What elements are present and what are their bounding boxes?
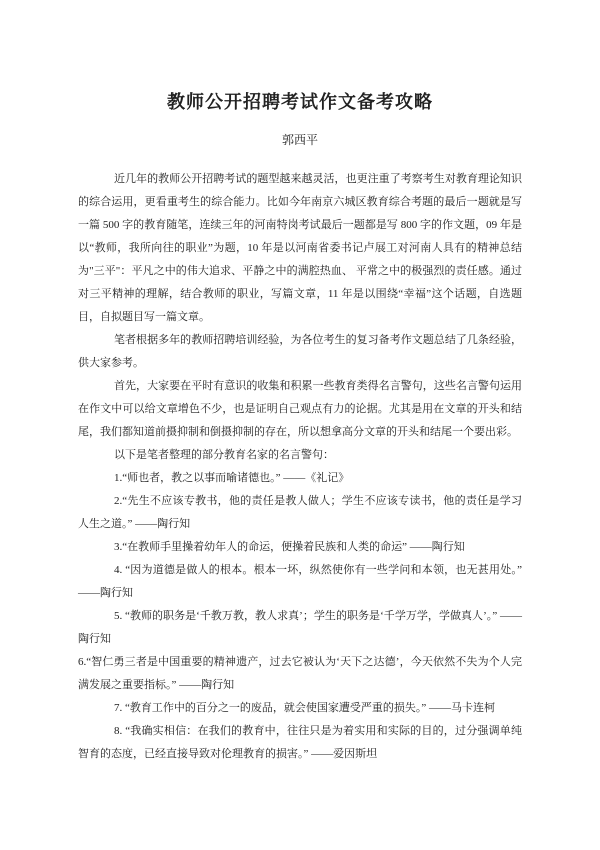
quote-8: 8. “我确实相信：在我们的教育中，往往只是为着实用和实际的目的，过分强调单纯智育的态度，已经直接导致对伦理教育的损害。” ——爱因斯坦: [78, 725, 522, 760]
paragraph-experience: 笔者根据多年的教师招聘培训经验，为各位考生的复习备考作文题总结了几条经验，供大家参考。: [78, 334, 522, 369]
quote-6: 6.“智仁勇三者是中国重要的精神遗产，过去它被认为‘天下之达德’，今天依然不失为个人完满发展之重要指标。” ——陶行知: [78, 656, 522, 691]
quote-7: 7. “教育工作中的百分之一的废品，就会使国家遭受严重的损失。” ——马卡连柯: [114, 702, 496, 714]
quote-4: 4. “因为道德是做人的根本。根本一坏，纵然使你有一些学问和本领，也无甚用处。” ——陶行知: [78, 564, 522, 599]
quote-3: 3.“在教师手里操着幼年人的命运，便操着民族和人类的命运” ——陶行知: [114, 541, 465, 553]
paragraph-intro: 近几年的教师公开招聘考试的题型越来越灵活，也更注重了考察考生对教育理论知识的综合运用，更看重考生的综合能力。比如今年南京六城区教育综合考题的最后一题就是写一篇 500 字的教育随笔，连续三年的河南特岗考试最后一题都是写 800 字的作文题，09 年是以“教师，我所向往的职业”为题，10 年是以河南省委书记卢展工对河南人具有的精神总结为"三平"：平凡之中的伟大追求、平静之中的满腔热血、 平常之中的极强烈的责任感。通过对三平精神的理解，结合教师的职业，写篇文章，11 年是以围绕“幸福”这个话题，自选题目，自拟题目写一篇文章。: [78, 173, 522, 323]
quote-1: 1.“师也者，教之以事而喻诸德也。” ——《礼记》: [114, 472, 350, 484]
document-body: [78, 168, 522, 766]
author-name: 郭西平: [281, 133, 318, 147]
quote-2: 2.“先生不应该专教书，他的责任是教人做人；学生不应该专读书，他的责任是学习人生之道。” ——陶行知: [78, 495, 522, 530]
paragraph-quotes-leadin: 以下是笔者整理的部分教育名家的名言警句：: [114, 449, 334, 461]
quote-5: 5. “教师的职务是‘千教万教，教人求真’；学生的职务是‘千学万学，学做真人’。” ——陶行知: [78, 610, 522, 645]
page-title: 教师公开招聘考试作文备考攻略: [167, 92, 433, 112]
paragraph-first-advice: 首先，大家要在平时有意识的收集和积累一些教育类得名言警句，这些名言警句运用在作文中可以给文章增色不少，也是证明自己观点有力的论据。尤其是用在文章的开头和结尾，我们都知道前摄抑制和倒摄抑制的存在，所以想拿高分文章的开头和结尾一个要出彩。: [78, 380, 522, 438]
